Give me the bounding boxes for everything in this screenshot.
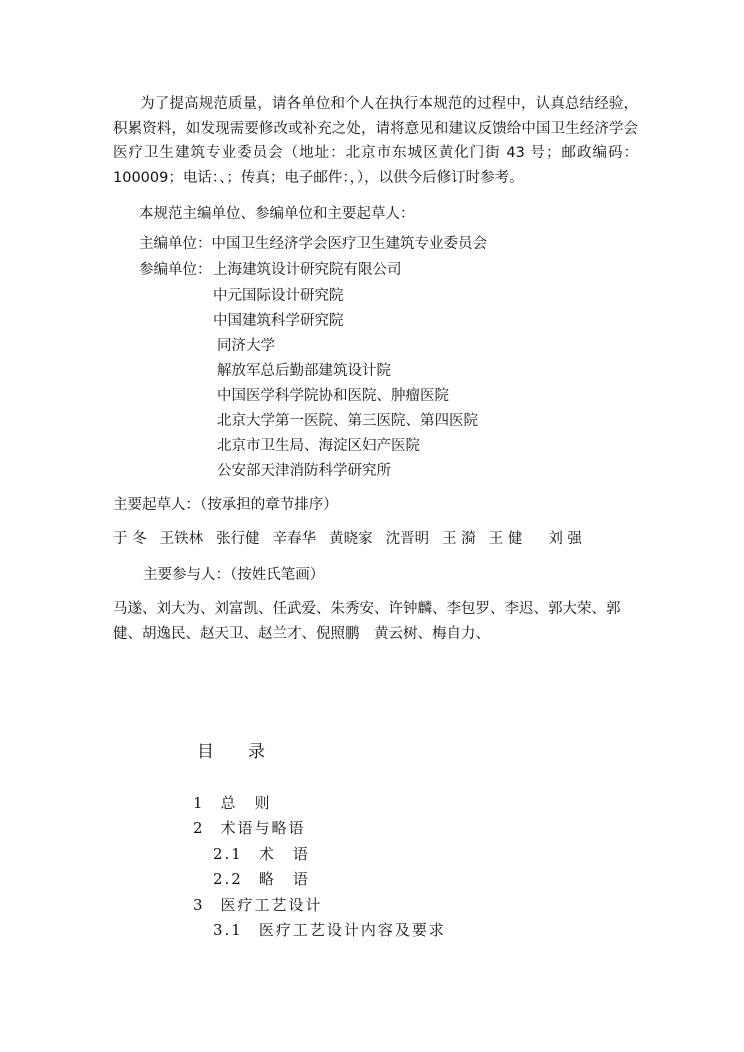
toc-item-label: 医疗工艺设计内容及要求 xyxy=(258,921,446,939)
drafters-list xyxy=(113,527,595,552)
toc-item[interactable] xyxy=(193,792,272,813)
drafter-name: 于 冬 xyxy=(113,531,147,547)
toc-item-number: 2.1 xyxy=(213,845,243,863)
drafter-name: 王铁林 xyxy=(159,531,204,547)
drafter-name: 黄晓家 xyxy=(329,531,373,547)
participants-line: 马遂、刘大为、刘富凯、任武爱、朱秀安、许钟麟、李包罗、李迟、郭大荣、郭 xyxy=(113,601,621,617)
toc-item[interactable] xyxy=(213,868,310,889)
drafter-name: 沈晋明 xyxy=(385,531,430,547)
orgs-heading: 本规范主编单位、参编单位和主要起草人： xyxy=(139,206,415,222)
drafter-name: 王 漪 xyxy=(442,531,476,547)
participant-unit: 北京市卫生局、海淀区妇产医院 xyxy=(217,438,420,454)
participant-unit: 中国建筑科学研究院 xyxy=(213,313,344,329)
participant-unit: 上海建筑设计研究院有限公司 xyxy=(213,262,402,278)
chief-label: 主编单位： xyxy=(139,236,212,252)
drafter-name: 辛春华 xyxy=(272,531,317,547)
toc-title: 目 录 xyxy=(197,742,265,762)
toc-item[interactable] xyxy=(193,894,323,915)
toc-item-label: 术语与略语 xyxy=(220,819,306,837)
chief-unit: 中国卫生经济学会医疗卫生建筑专业委员会 xyxy=(211,236,487,252)
toc-item-number: 1 xyxy=(193,794,205,812)
toc-item[interactable] xyxy=(213,919,446,940)
toc-item-label: 医疗工艺设计 xyxy=(220,896,323,914)
drafters-heading: 主要起草人：（按承担的章节排序） xyxy=(113,497,338,513)
toc-item-number: 2 xyxy=(193,819,205,837)
participants-line: 健、胡逸民、赵天卫、赵兰才、倪照鹏 黄云树、梅自力、 xyxy=(113,626,490,642)
intro-paragraph xyxy=(113,92,638,190)
toc-item-number: 3 xyxy=(193,896,205,914)
participants-heading: 主要参与人：（按姓氏笔画） xyxy=(143,567,325,583)
participant-unit: 解放军总后勤部建筑设计院 xyxy=(217,363,391,379)
toc-item-number: 2.2 xyxy=(213,870,243,888)
participant-label: 参编单位： xyxy=(139,262,212,278)
toc-item[interactable] xyxy=(213,843,310,864)
toc-item[interactable] xyxy=(193,817,306,838)
intro-text: 为了提高规范质量，请各单位和个人在执行本规范的过程中，认真总结经验，积累资料，如发现需要修改或补充之处，请将意见和建议反馈给中国卫生经济学会医疗卫生建筑专业委员会（地址：北京市东城区黄化门街 43 号；邮政编码：100009；电话：、；传真；电子邮件：，），以供今后修订时参考。 xyxy=(113,96,638,186)
participant-unit: 同济大学 xyxy=(217,338,275,354)
drafter-name: 王 健 xyxy=(488,531,523,547)
drafter-name: 张行健 xyxy=(216,531,260,547)
toc-item-label: 略 语 xyxy=(258,870,310,888)
toc-item-number: 3.1 xyxy=(213,921,243,939)
toc-item-label: 术 语 xyxy=(258,845,310,863)
toc-item-label: 总 则 xyxy=(220,794,272,812)
participant-unit: 中国医学科学院协和医院、肿瘤医院 xyxy=(217,388,449,404)
participant-unit: 中元国际设计研究院 xyxy=(213,288,344,304)
chief-unit-row xyxy=(139,232,487,257)
participant-unit: 公安部天津消防科学研究所 xyxy=(217,463,391,479)
drafter-name: 刘 强 xyxy=(548,531,582,547)
participant-unit: 北京大学第一医院、第三医院、第四医院 xyxy=(217,413,478,429)
